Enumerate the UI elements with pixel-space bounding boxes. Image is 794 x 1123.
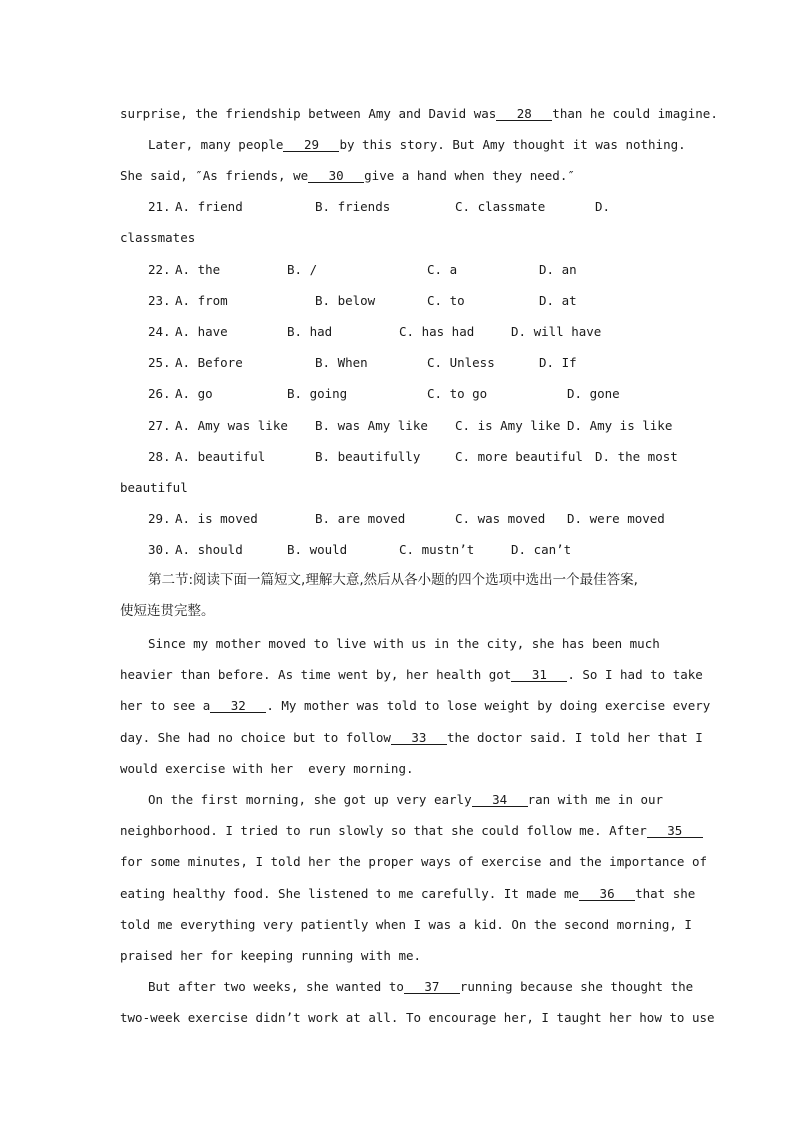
passage1-line3 <box>120 168 575 184</box>
option-a: A. have <box>175 324 228 339</box>
option-c: C. to go <box>427 386 488 401</box>
section2-heading-line1: 第二节:阅读下面一篇短文,理解大意,然后从各小题的四个选项中选出一个最佳答案, <box>148 572 638 588</box>
text: . So I had to take <box>567 667 703 682</box>
text: But after two weeks, she wanted to <box>148 979 404 994</box>
passage2-p1-line1: Since my mother moved to live with us in the city, she has been much <box>148 636 660 651</box>
option-a: A. go <box>175 386 213 401</box>
option-c: C. more beautiful <box>455 449 583 464</box>
question-number: 29. <box>148 511 171 526</box>
passage2-p2-line5: told me everything very patiently when I was a kid. On the second morning, I <box>120 917 692 932</box>
question-number: 21. <box>148 199 171 214</box>
option-d: D. an <box>539 262 577 277</box>
passage2-p1-line5: would exercise with her every morning. <box>120 761 414 776</box>
option-c: C. was moved <box>455 511 546 526</box>
text: On the first morning, she got up very early <box>148 792 472 807</box>
text: neighborhood. I tried to run slowly so that she could follow me. After <box>120 823 647 838</box>
option-b: B. are moved <box>315 511 406 526</box>
option-c: C. has had <box>399 324 475 339</box>
question-number: 28. <box>148 449 171 464</box>
option-b: B. going <box>287 386 348 401</box>
passage2-p2-line4 <box>120 886 695 902</box>
text: day. She had no choice but to follow <box>120 730 391 745</box>
option-c: C. mustn’t <box>399 542 475 557</box>
option-a: A. from <box>175 293 228 308</box>
option-d: D. at <box>539 293 577 308</box>
option-b: B. / <box>287 262 318 277</box>
option-c: C. classmate <box>455 199 546 214</box>
option-b: B. friends <box>315 199 391 214</box>
option-c: C. is Amy like <box>455 418 561 433</box>
question-number: 24. <box>148 324 171 339</box>
option-d: D. the most <box>595 449 678 464</box>
text: by this story. But Amy thought it was nothing. <box>339 137 686 152</box>
option-d: D. can’t <box>511 542 572 557</box>
blank-34: 34 <box>472 793 528 807</box>
passage2-p2-line1 <box>148 792 663 808</box>
text: give a hand when they need.″ <box>364 168 575 183</box>
text: running because she thought the <box>459 979 694 994</box>
text: eating healthy food. She listened to me carefully. It made me <box>120 886 580 901</box>
option-d: D. <box>595 199 611 214</box>
option-b: B. below <box>315 293 376 308</box>
section2-heading-line2: 使短连贯完整。 <box>120 603 215 619</box>
option-b: B. had <box>287 324 333 339</box>
option-d: D. will have <box>511 324 602 339</box>
option-b: B. beautifully <box>315 449 421 464</box>
option-a: A. the <box>175 262 221 277</box>
option-d: D. gone <box>567 386 620 401</box>
option-a: A. should <box>175 542 243 557</box>
text: the doctor said. I told her that I <box>446 730 703 745</box>
question-number: 26. <box>148 386 171 401</box>
text: She said, ″As friends, we <box>120 168 309 183</box>
passage2-p2-line3: for some minutes, I told her the proper ways of exercise and the importance of <box>120 854 707 869</box>
passage2-p1-line4 <box>120 730 703 746</box>
passage1-line1 <box>120 106 718 122</box>
text: heavier than before. As time went by, her health got <box>120 667 512 682</box>
blank-36: 36 <box>579 887 635 901</box>
text: her to see a <box>120 698 211 713</box>
option-c: C. to <box>427 293 465 308</box>
blank-35: 35 <box>647 824 703 838</box>
question-number: 25. <box>148 355 171 370</box>
option-c: C. a <box>427 262 458 277</box>
blank-31: 31 <box>511 668 567 682</box>
option-a: A. Before <box>175 355 243 370</box>
passage2-p2-line2 <box>120 823 703 839</box>
text: that she <box>635 886 696 901</box>
blank-37: 37 <box>404 980 460 994</box>
text: . My mother was told to lose weight by doing exercise every <box>266 698 711 713</box>
option-a: A. Amy was like <box>175 418 288 433</box>
text: surprise, the friendship between Amy and David was <box>120 106 497 121</box>
blank-30: 30 <box>308 169 364 183</box>
option-a: A. is moved <box>175 511 258 526</box>
option-d-continued: beautiful <box>120 480 188 495</box>
passage2-p1-line3 <box>120 698 710 714</box>
blank-29: 29 <box>283 138 339 152</box>
option-c: C. Unless <box>427 355 495 370</box>
question-number: 30. <box>148 542 171 557</box>
option-b: B. was Amy like <box>315 418 428 433</box>
text: than he could imagine. <box>552 106 718 121</box>
option-d-continued: classmates <box>120 230 196 245</box>
text: ran with me in our <box>527 792 664 807</box>
option-a: A. beautiful <box>175 449 266 464</box>
option-d: D. If <box>539 355 577 370</box>
option-a: A. friend <box>175 199 243 214</box>
question-number: 22. <box>148 262 171 277</box>
option-b: B. would <box>287 542 348 557</box>
option-b: B. When <box>315 355 368 370</box>
text: Later, many people <box>148 137 284 152</box>
option-d: D. were moved <box>567 511 665 526</box>
question-number: 27. <box>148 418 171 433</box>
option-d: D. Amy is like <box>567 418 673 433</box>
passage2-p2-line6: praised her for keeping running with me. <box>120 948 422 963</box>
passage2-p3-line1 <box>148 979 693 995</box>
blank-28: 28 <box>496 107 552 121</box>
blank-32: 32 <box>210 699 266 713</box>
blank-33: 33 <box>391 731 447 745</box>
passage2-p1-line2 <box>120 667 703 683</box>
passage1-line2 <box>148 137 686 153</box>
question-number: 23. <box>148 293 171 308</box>
passage2-p3-line2: two-week exercise didn’t work at all. To encourage her, I taught her how to use <box>120 1010 715 1025</box>
